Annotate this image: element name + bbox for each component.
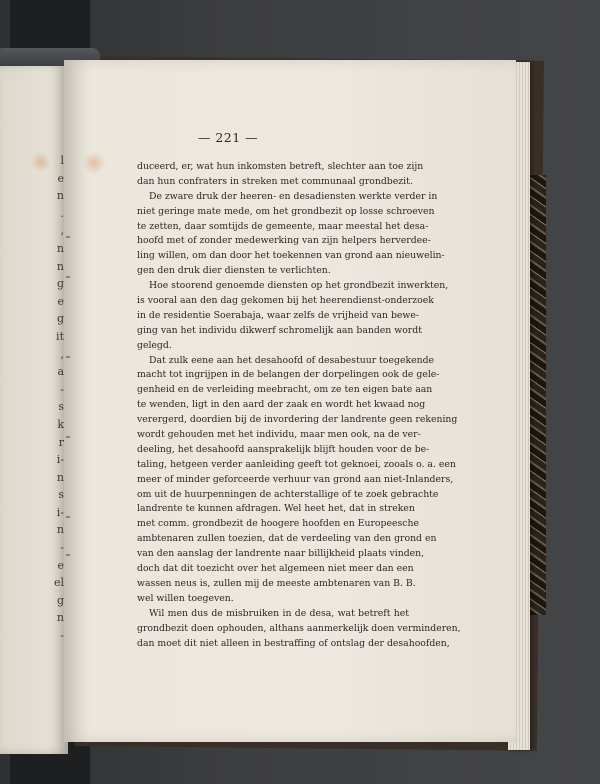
- text-line: ging van het individu dikwerf schromelijk aan banden wordt: [137, 324, 422, 336]
- left-page-fragment: -: [60, 629, 64, 643]
- page-stain: [82, 152, 106, 174]
- text-line: taling, hetgeen verder aanleiding geeft tot geknoei, zooals o. a. een: [137, 458, 456, 470]
- left-page-fragment: e: [57, 294, 64, 308]
- left-page-fragment: s: [58, 400, 64, 414]
- left-page-fragment: i-: [56, 453, 64, 467]
- text-line: gen den druk dier diensten te verlichten.: [137, 265, 331, 277]
- text-line: gelegd.: [137, 339, 172, 351]
- text-line: met comm. grondbezit de hoogere hoofden en Europeesche: [137, 518, 419, 530]
- text-line: Wil men dus de misbruiken in de desa, wat betreft het: [149, 607, 409, 619]
- left-page-fragment: r: [58, 435, 64, 449]
- text-line: hoofd met of zonder medewerking van zijn helpers herverdee-: [137, 235, 431, 247]
- text-line: grondbezit doen ophouden, althans aanmerkelijk doen verminderen,: [137, 622, 461, 634]
- left-page-fragment: g: [56, 277, 64, 291]
- text-line: duceerd, er, wat hun inkomsten betreft, slechter aan toe zijn: [137, 161, 424, 172]
- left-page-fragment: e: [57, 558, 64, 572]
- left-page-fragment: l: [60, 154, 64, 167]
- text-line: is vooral aan den dag gekomen bij het heerendienst-onderzoek: [137, 295, 434, 307]
- binding-thread-marks: [66, 236, 74, 556]
- left-page-fragment: n: [56, 241, 64, 255]
- text-line: Dat zulk eene aan het desahoofd of desabestuur toegekende: [149, 354, 435, 366]
- text-line: ambtenaren zullen toezien, dat de verdeeling van den grond en: [137, 533, 437, 545]
- left-page-fragment: i-: [56, 505, 64, 519]
- left-page-fragment: it: [56, 329, 64, 343]
- left-page-text-fragments: [42, 152, 64, 645]
- text-line: doch dat dit toezicht over het algemeen niet meer dan een: [137, 563, 414, 575]
- left-page-fragment: n: [56, 259, 64, 273]
- text-line: dan moet dit niet alleen in bestraffing of ontslag der desahoofden,: [137, 637, 450, 649]
- text-line: dan hun confraters in streken met communaal grondbezit.: [137, 175, 413, 187]
- text-line: te wenden, ligt in den aard der zaak en wordt het kwaad nog: [137, 399, 426, 411]
- text-line: van den aanslag der landrente naar billijkheid plaats vinden,: [137, 548, 425, 560]
- left-page-fragment: g: [56, 593, 64, 607]
- left-page-fragment: n: [56, 470, 64, 484]
- text-line: wassen neus is, zullen mij de meeste ambtenaren van B. B.: [137, 577, 416, 589]
- left-page-fragment: n: [56, 523, 64, 537]
- text-line: Hoe stoorend genoemde diensten op het grondbezit inwerkten,: [149, 280, 449, 292]
- text-line: om uit de huurpenningen de achterstallige of te zoek gebrachte: [137, 488, 439, 500]
- text-line: ling willen, om dan door het toekennen van grond aan nieuwelin-: [137, 250, 445, 262]
- left-page-fragment: g: [56, 312, 64, 326]
- left-page-fragment: n: [56, 189, 64, 203]
- left-page-fragment: -: [60, 541, 64, 555]
- text-line: niet geringe mate mede, om het grondbezit op losse schroeven: [137, 205, 435, 217]
- text-line: genheid en de verleiding meebracht, om ze ten eigen bate aan: [137, 384, 433, 396]
- text-line: macht tot ingrijpen in de belangen der dorpelingen ook de gele-: [137, 369, 440, 381]
- left-page-fragment: a: [57, 365, 64, 379]
- text-line: landrente te kunnen afdragen. Wel heet het, dat in streken: [137, 503, 415, 515]
- text-line: deeling, het desahoofd aansprakelijk blijft houden voor de be-: [137, 443, 430, 455]
- text-line: verergerd, doordien bij de invordering der landrente geen rekening: [137, 414, 458, 426]
- left-page-fragment: ,: [60, 347, 64, 361]
- marbled-cover-edge: [528, 175, 546, 615]
- left-page-fragment: el: [53, 576, 64, 590]
- body-text: [137, 160, 461, 651]
- text-line: wel willen toegeven.: [137, 592, 234, 604]
- left-page-fragment: n: [56, 611, 64, 625]
- text-line: wordt gehouden met het individu, maar men ook, na de ver-: [137, 429, 421, 441]
- left-page-fragment: s: [58, 488, 64, 502]
- text-line: in de residentie Soerabaja, waar zelfs de vrijheid van bewe-: [137, 309, 420, 321]
- left-page-fragment: ,: [60, 224, 64, 238]
- left-page-fragment: -: [60, 382, 64, 396]
- page-number: — 221 —: [197, 130, 259, 145]
- text-line: De zware druk der heeren- en desadiensten werkte verder in: [149, 190, 438, 202]
- text-line: te zetten, daar somtijds de gemeente, maar meestal het desa-: [137, 220, 429, 232]
- left-page-fragment: .: [60, 206, 64, 220]
- left-page-fragment: k: [57, 417, 64, 431]
- left-page-stain: [30, 152, 52, 172]
- left-page-fragment: e: [57, 171, 64, 185]
- text-line: meer of minder geforceerde verhuur van grond aan niet-Inlanders,: [137, 473, 454, 485]
